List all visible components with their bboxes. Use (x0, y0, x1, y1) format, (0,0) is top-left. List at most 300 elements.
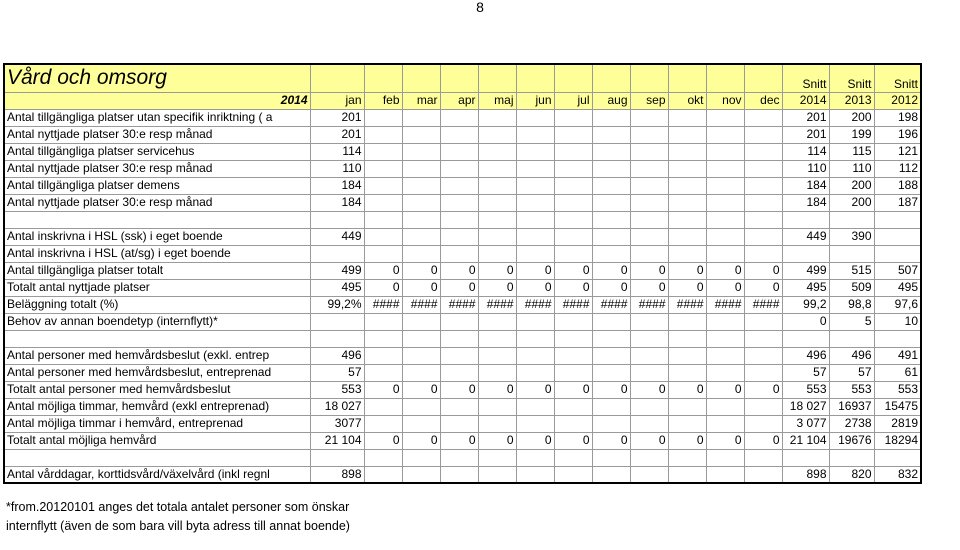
table-cell (478, 126, 516, 143)
table-cell (364, 347, 402, 364)
table-cell: 2738 (829, 415, 874, 432)
table-cell (364, 211, 402, 228)
table-cell (668, 143, 706, 160)
table-cell (782, 245, 829, 262)
table-row (4, 347, 921, 364)
table-row (4, 364, 921, 381)
row-label (4, 330, 310, 347)
table-cell (630, 160, 668, 177)
table-cell (478, 313, 516, 330)
table-cell (874, 211, 921, 228)
table-cell (829, 245, 874, 262)
table-cell: 15475 (874, 398, 921, 415)
table-row (4, 109, 921, 126)
row-label: Antal nyttjade platser 30:e resp månad (4, 160, 310, 177)
table-cell (874, 228, 921, 245)
table-cell (630, 177, 668, 194)
table-cell (706, 330, 744, 347)
table-cell: 199 (829, 126, 874, 143)
table-cell (630, 211, 668, 228)
table-cell (706, 245, 744, 262)
table-cell (402, 415, 440, 432)
table-cell (402, 228, 440, 245)
table-cell (516, 330, 554, 347)
table-cell: 110 (310, 160, 364, 177)
table-cell: 184 (782, 194, 829, 211)
table-cell (478, 211, 516, 228)
row-label: Antal inskrivna i HSL (ssk) i eget boende (4, 228, 310, 245)
table-cell (744, 177, 782, 194)
table-cell (668, 177, 706, 194)
row-label (4, 211, 310, 228)
table-cell: 0 (668, 279, 706, 296)
table-cell: 200 (829, 177, 874, 194)
table-cell (706, 449, 744, 466)
page-number: 8 (476, 0, 484, 15)
table-row (4, 279, 921, 296)
column-header: 2012 (874, 92, 921, 109)
table-row (4, 228, 921, 245)
table-cell: 184 (310, 177, 364, 194)
row-label: Antal nyttjade platser 30:e resp månad (4, 194, 310, 211)
table-cell (592, 177, 630, 194)
table-row (4, 449, 921, 466)
table-cell: #### (402, 296, 440, 313)
table-cell: 0 (440, 432, 478, 449)
table-row (4, 211, 921, 228)
table-cell: 0 (630, 262, 668, 279)
table-cell (402, 466, 440, 483)
table-cell: 509 (829, 279, 874, 296)
table-cell: 196 (874, 126, 921, 143)
column-header: nov (706, 92, 744, 109)
table-cell: 0 (478, 432, 516, 449)
table-cell (402, 211, 440, 228)
table-cell (706, 143, 744, 160)
table-cell (706, 466, 744, 483)
table-cell (364, 398, 402, 415)
table-cell (782, 211, 829, 228)
table-cell: 0 (478, 381, 516, 398)
table-cell (364, 245, 402, 262)
table-cell (554, 313, 592, 330)
table-cell (516, 109, 554, 126)
table-cell: 898 (310, 466, 364, 483)
table-cell: 0 (706, 262, 744, 279)
table-cell: 201 (782, 109, 829, 126)
table-cell: 495 (874, 279, 921, 296)
table-cell (402, 160, 440, 177)
table-cell (310, 313, 364, 330)
table-cell: 99,2 (782, 296, 829, 313)
table-cell (554, 347, 592, 364)
table-cell: #### (592, 296, 630, 313)
table-cell (706, 415, 744, 432)
table-cell (516, 194, 554, 211)
table-cell: 114 (782, 143, 829, 160)
table-cell (630, 245, 668, 262)
table-row (4, 415, 921, 432)
table-cell: 201 (310, 126, 364, 143)
table-cell: 0 (554, 279, 592, 296)
table-cell (440, 466, 478, 483)
table-cell (744, 143, 782, 160)
table-cell (630, 313, 668, 330)
table-cell (364, 177, 402, 194)
table-cell (592, 160, 630, 177)
table-cell (440, 245, 478, 262)
table-cell (516, 228, 554, 245)
table-cell: 0 (782, 313, 829, 330)
table-cell (516, 313, 554, 330)
table-cell: 0 (706, 432, 744, 449)
table-cell (402, 398, 440, 415)
table-cell: 18 027 (310, 398, 364, 415)
table-cell (668, 364, 706, 381)
table-cell (668, 415, 706, 432)
table-cell: #### (516, 296, 554, 313)
table-cell (592, 449, 630, 466)
table-cell (478, 160, 516, 177)
table-cell (402, 245, 440, 262)
column-header: apr (440, 92, 478, 109)
table-cell: 496 (829, 347, 874, 364)
table-cell: 0 (630, 279, 668, 296)
table-cell (874, 330, 921, 347)
table-cell (744, 228, 782, 245)
table-cell: 0 (706, 381, 744, 398)
table-cell (592, 228, 630, 245)
table-cell: 99,2% (310, 296, 364, 313)
table-cell (744, 449, 782, 466)
table-cell: 0 (554, 432, 592, 449)
table-cell (516, 466, 554, 483)
table-cell (592, 126, 630, 143)
table-cell (630, 415, 668, 432)
table-cell (744, 245, 782, 262)
table-cell (554, 211, 592, 228)
table-cell (630, 109, 668, 126)
table-cell (478, 449, 516, 466)
table-cell (744, 347, 782, 364)
table-cell (630, 398, 668, 415)
table-row (4, 432, 921, 449)
month-header-row (4, 92, 921, 109)
table-cell: 0 (478, 262, 516, 279)
table-cell (668, 449, 706, 466)
table-cell (478, 347, 516, 364)
table-cell (630, 466, 668, 483)
table-cell: 3 077 (782, 415, 829, 432)
table-row (4, 262, 921, 279)
table-cell (554, 109, 592, 126)
table-cell: #### (554, 296, 592, 313)
table-cell (592, 109, 630, 126)
column-header: 2014 (782, 92, 829, 109)
table-cell (402, 313, 440, 330)
row-label: Antal möjliga timmar, hemvård (exkl entreprenad) (4, 398, 310, 415)
table-cell: #### (440, 296, 478, 313)
table-cell (402, 449, 440, 466)
column-header: 2013 (829, 92, 874, 109)
table-cell (402, 143, 440, 160)
table-cell (592, 415, 630, 432)
table-cell (630, 126, 668, 143)
table-cell (668, 211, 706, 228)
table-cell: 499 (310, 262, 364, 279)
table-cell: 0 (402, 381, 440, 398)
table-cell: 0 (440, 262, 478, 279)
table-cell: #### (744, 296, 782, 313)
table-row (4, 466, 921, 483)
table-cell: 0 (706, 279, 744, 296)
table-cell: #### (706, 296, 744, 313)
table-cell (364, 364, 402, 381)
table-cell: 0 (744, 381, 782, 398)
title-row (4, 64, 921, 92)
table-cell (516, 126, 554, 143)
table-cell: 18 027 (782, 398, 829, 415)
table-cell: 0 (554, 262, 592, 279)
table-cell (706, 109, 744, 126)
table-cell: 0 (364, 381, 402, 398)
table-cell (706, 194, 744, 211)
table-cell: 495 (782, 279, 829, 296)
table-cell (554, 177, 592, 194)
table-cell (364, 160, 402, 177)
table-cell (440, 211, 478, 228)
table-cell: 57 (782, 364, 829, 381)
table-cell: 61 (874, 364, 921, 381)
table-cell (782, 449, 829, 466)
table-cell: 820 (829, 466, 874, 483)
table-cell: 491 (874, 347, 921, 364)
table-cell (516, 211, 554, 228)
table-cell (440, 126, 478, 143)
table-cell (592, 347, 630, 364)
table-cell: 110 (782, 160, 829, 177)
table-cell (554, 364, 592, 381)
table-cell (516, 364, 554, 381)
table-cell (516, 160, 554, 177)
table-cell (440, 228, 478, 245)
table-row (4, 245, 921, 262)
table-cell: 553 (310, 381, 364, 398)
table-cell: 499 (782, 262, 829, 279)
year-header: 2014 (4, 92, 310, 109)
table-cell: 0 (478, 279, 516, 296)
table-cell (402, 126, 440, 143)
table-cell: 10 (874, 313, 921, 330)
table-cell (478, 177, 516, 194)
table-cell: 98,8 (829, 296, 874, 313)
vard-och-omsorg-table (3, 63, 922, 484)
table-cell (668, 109, 706, 126)
row-label: Beläggning totalt (%) (4, 296, 310, 313)
table-cell: 0 (440, 381, 478, 398)
table-cell (706, 211, 744, 228)
table-cell (829, 449, 874, 466)
table-cell (440, 347, 478, 364)
table-cell: 0 (592, 262, 630, 279)
table-cell (478, 364, 516, 381)
table-cell (829, 211, 874, 228)
table-row (4, 194, 921, 211)
table-cell: 187 (874, 194, 921, 211)
table-cell: 57 (829, 364, 874, 381)
table-cell (364, 194, 402, 211)
table-cell (744, 211, 782, 228)
table-cell (744, 364, 782, 381)
table-cell (440, 313, 478, 330)
table-cell (402, 177, 440, 194)
table-cell (706, 177, 744, 194)
table-cell: 97,6 (874, 296, 921, 313)
table-cell: 188 (874, 177, 921, 194)
table-cell (744, 466, 782, 483)
table-cell (402, 109, 440, 126)
snitt-header: Snitt (874, 64, 921, 92)
table-cell: #### (364, 296, 402, 313)
table-cell (706, 228, 744, 245)
table-cell: 495 (310, 279, 364, 296)
table-cell (706, 313, 744, 330)
table-cell: 21 104 (310, 432, 364, 449)
table-cell (516, 177, 554, 194)
table-cell (744, 126, 782, 143)
table-cell (402, 330, 440, 347)
snitt-header: Snitt (829, 64, 874, 92)
table-cell (478, 398, 516, 415)
table-cell (744, 398, 782, 415)
table-cell: 553 (782, 381, 829, 398)
table-cell: 0 (402, 262, 440, 279)
table-cell (554, 143, 592, 160)
table-cell: 449 (782, 228, 829, 245)
table-cell (744, 313, 782, 330)
table-cell: 0 (364, 262, 402, 279)
column-header: dec (744, 92, 782, 109)
table-cell: 0 (630, 381, 668, 398)
table-cell (668, 126, 706, 143)
table-cell: 184 (782, 177, 829, 194)
table-cell: 184 (310, 194, 364, 211)
row-label: Antal tillgängliga platser totalt (4, 262, 310, 279)
table-cell: 201 (310, 109, 364, 126)
table-cell (592, 466, 630, 483)
column-header: maj (478, 92, 516, 109)
table-cell: 114 (310, 143, 364, 160)
table-cell: 507 (874, 262, 921, 279)
table-row (4, 296, 921, 313)
table-cell: 21 104 (782, 432, 829, 449)
table-cell: 0 (402, 432, 440, 449)
table-cell (668, 194, 706, 211)
row-label: Antal inskrivna i HSL (at/sg) i eget boende (4, 245, 310, 262)
table-cell (478, 143, 516, 160)
table-cell: 496 (782, 347, 829, 364)
table-cell (592, 143, 630, 160)
table-cell: #### (668, 296, 706, 313)
table-cell (874, 245, 921, 262)
table-cell: 0 (668, 381, 706, 398)
table-cell (554, 330, 592, 347)
table-cell (706, 126, 744, 143)
table-cell (364, 466, 402, 483)
table-cell: 0 (554, 381, 592, 398)
table-cell (630, 143, 668, 160)
table-cell (478, 415, 516, 432)
table-cell (630, 449, 668, 466)
footnote: *from.20120101 anges det totala antalet personer som önskar internflytt (även de som bara vill byta adress till annat boende) (6, 500, 350, 533)
table-cell (744, 194, 782, 211)
table-cell (706, 364, 744, 381)
table-cell (478, 330, 516, 347)
table-cell (668, 330, 706, 347)
row-label (4, 449, 310, 466)
table-cell (668, 245, 706, 262)
table-cell: 0 (364, 432, 402, 449)
table-cell (744, 415, 782, 432)
table-cell (744, 330, 782, 347)
table-cell (706, 160, 744, 177)
table-cell: 0 (592, 432, 630, 449)
table-cell (668, 398, 706, 415)
column-header: jun (516, 92, 554, 109)
row-label: Totalt antal personer med hemvårdsbeslut (4, 381, 310, 398)
table-cell (554, 160, 592, 177)
table-cell: 0 (440, 279, 478, 296)
table-cell (364, 126, 402, 143)
table-cell: 121 (874, 143, 921, 160)
table-cell (592, 364, 630, 381)
table-cell (668, 313, 706, 330)
table-cell (706, 398, 744, 415)
row-label: Antal tillgängliga platser utan specifik inriktning ( a (4, 109, 310, 126)
table-cell (440, 160, 478, 177)
table-cell: 110 (829, 160, 874, 177)
table-cell (554, 398, 592, 415)
table-cell (592, 330, 630, 347)
table-cell (440, 177, 478, 194)
table-cell: 198 (874, 109, 921, 126)
table-cell: 832 (874, 466, 921, 483)
table-cell (706, 347, 744, 364)
column-header: jul (554, 92, 592, 109)
table-cell (554, 466, 592, 483)
table-cell (744, 160, 782, 177)
table-cell: 200 (829, 194, 874, 211)
table-cell: 0 (744, 279, 782, 296)
table-cell (440, 364, 478, 381)
table-cell (310, 449, 364, 466)
table-cell (364, 228, 402, 245)
table-cell (630, 228, 668, 245)
row-label: Antal tillgängliga platser servicehus (4, 143, 310, 160)
table-cell (478, 466, 516, 483)
table-cell: 16937 (829, 398, 874, 415)
row-label: Antal tillgängliga platser demens (4, 177, 310, 194)
table-cell (554, 126, 592, 143)
table-cell (516, 347, 554, 364)
table-row (4, 143, 921, 160)
row-label: Antal personer med hemvårdsbeslut, entreprenad (4, 364, 310, 381)
snitt-header: Snitt (782, 64, 829, 92)
table-row (4, 313, 921, 330)
table-cell (782, 330, 829, 347)
table-cell (310, 330, 364, 347)
table-cell: 0 (402, 279, 440, 296)
